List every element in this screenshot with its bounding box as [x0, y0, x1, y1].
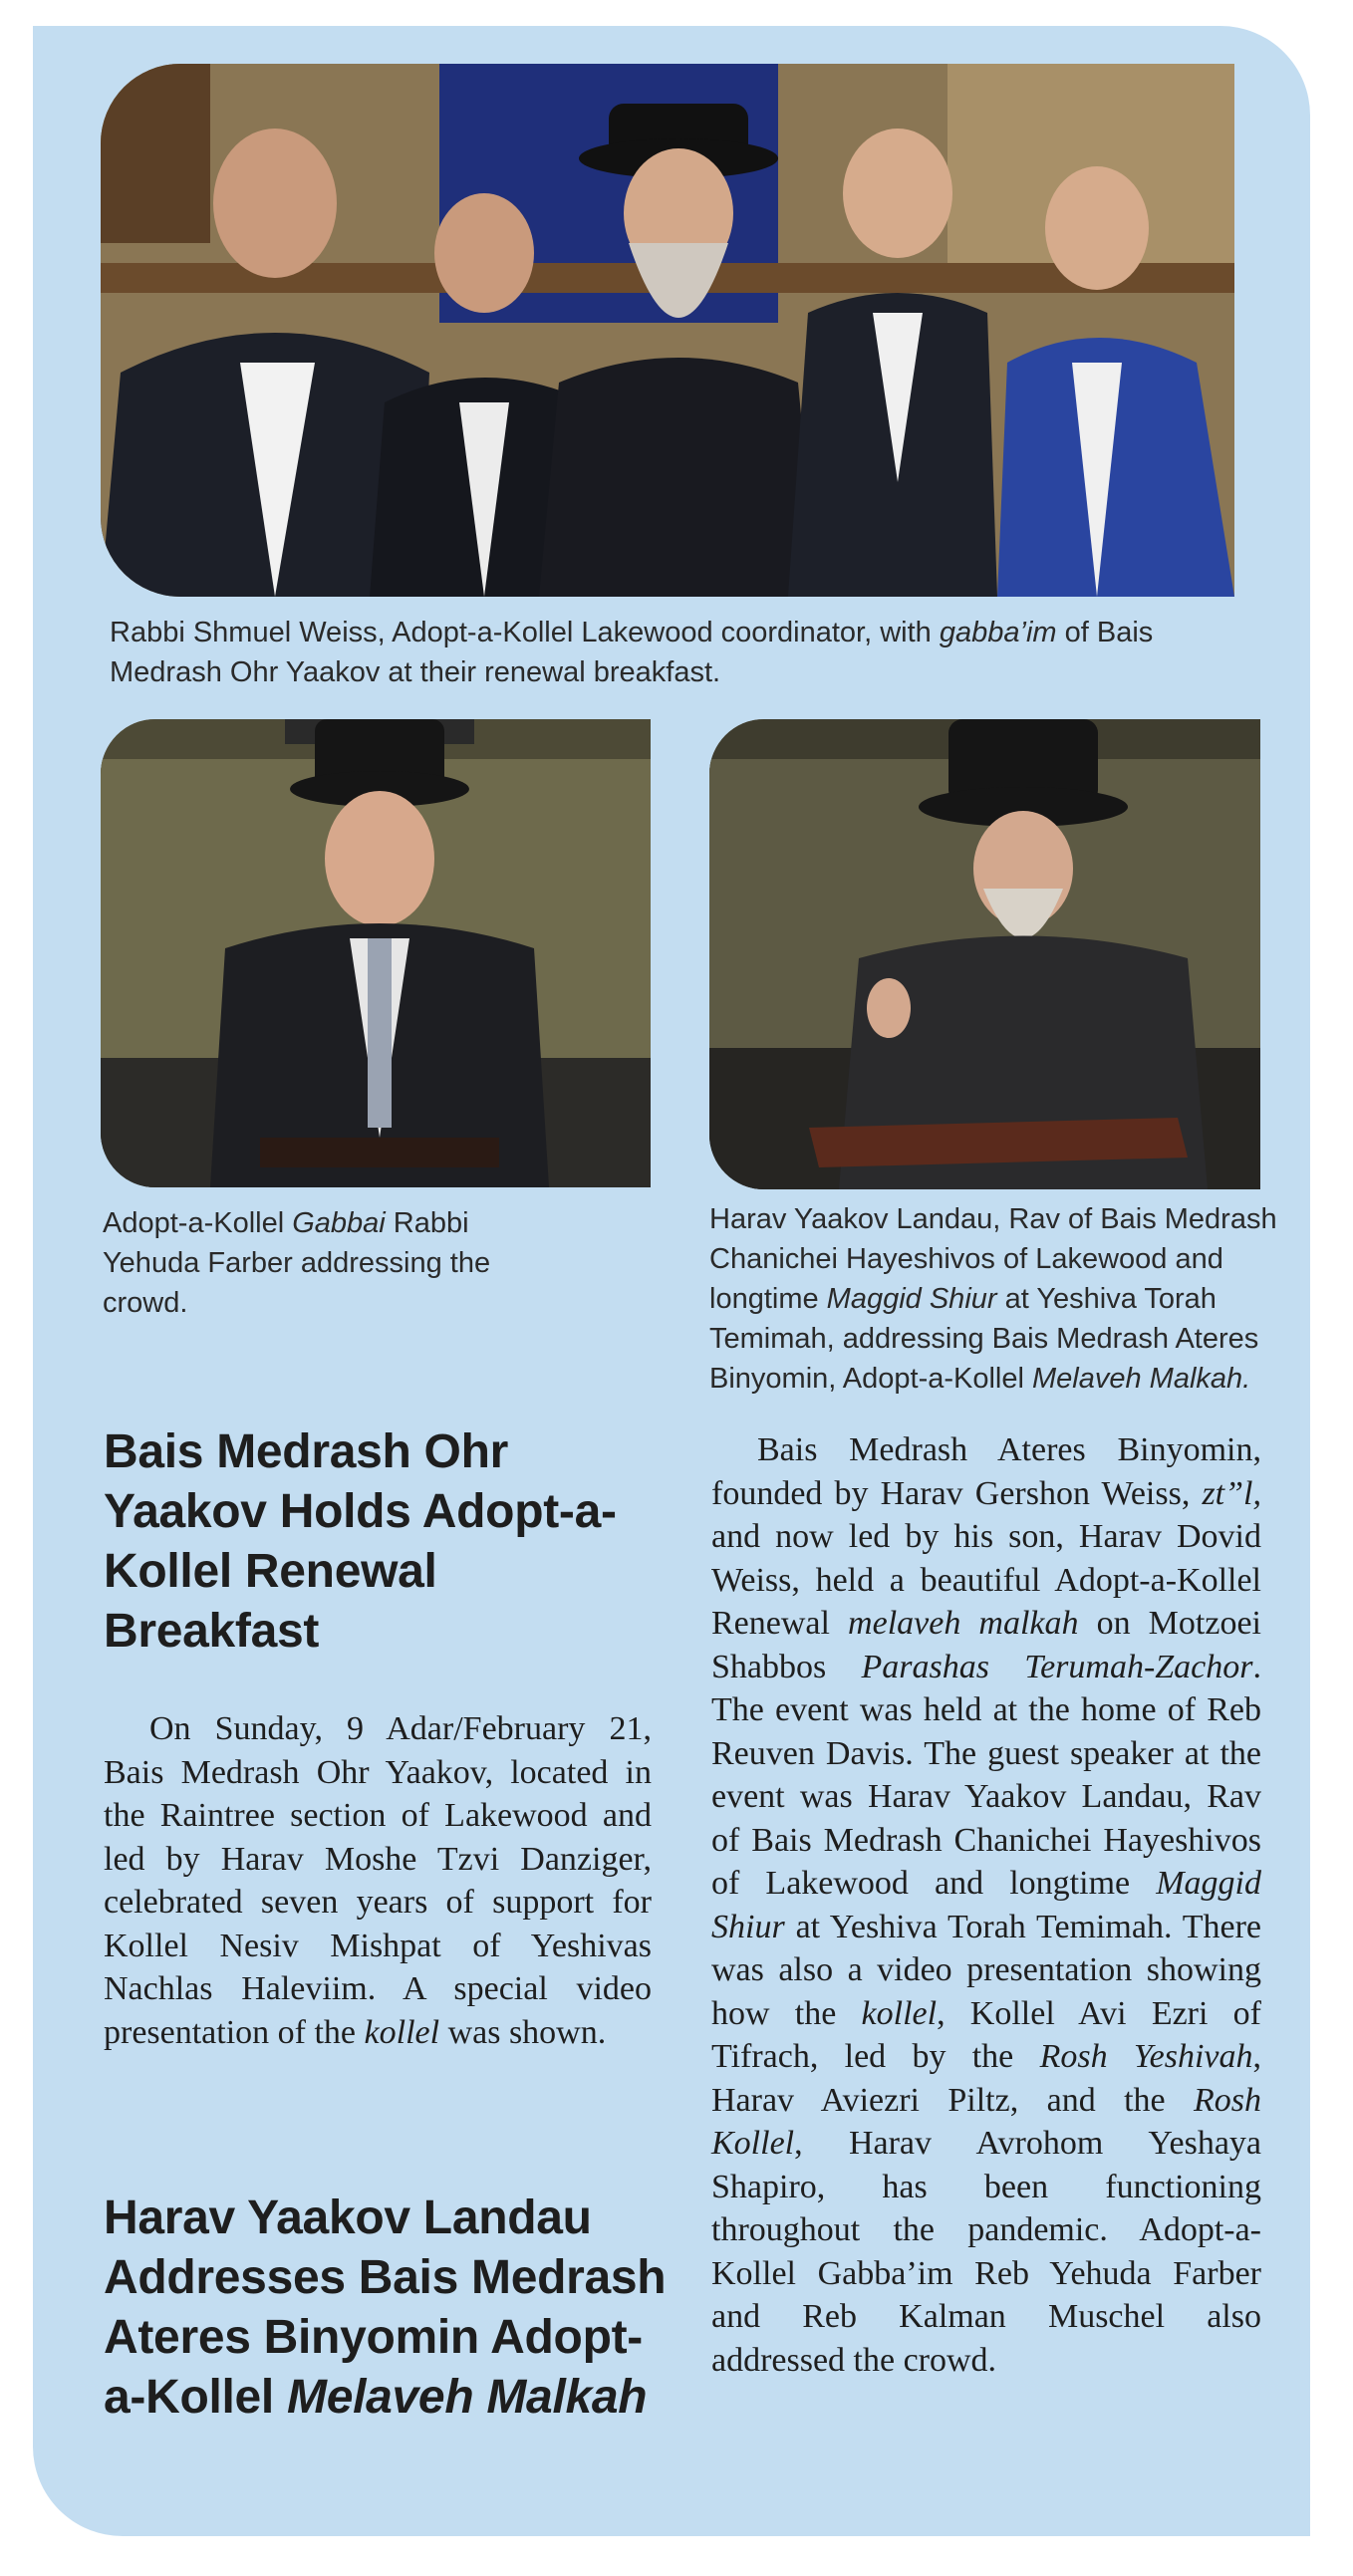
caption-text: Adopt-a-Kollel [103, 1207, 293, 1239]
headline-italic: Melaveh Malkah [287, 2371, 648, 2424]
article-body [104, 1707, 652, 2054]
body-italic: Maggid Shiur [711, 1865, 1261, 1945]
body-italic: Rosh Yeshivah [1039, 2038, 1253, 2075]
body-text: On Sunday, 9 Adar/February 21, Bais Medrash Ohr Yaakov, located in the Raintree section of Lakewood and led by Harav Moshe Tzvi Danziger, celebrated seven years of support for Kollel Nesiv Mishpat of Yeshivas Nachlas Haleviim. A special video presentation of the [104, 1710, 652, 2051]
caption-italic: gabba’im [939, 617, 1057, 648]
caption-text: Rabbi Shmuel Weiss, Adopt-a-Kollel Lakewood coordinator, with [110, 617, 940, 648]
caption-text: of Bais Medrash Ohr Yaakov at their renewal breakfast. [110, 617, 1154, 688]
body-italic: zt”l, [1202, 1474, 1261, 1512]
right-speaker-photo [709, 719, 1260, 1189]
left-photo-caption [103, 1203, 521, 1323]
group-photo-image [101, 64, 1234, 597]
caption-text: Harav Yaakov Landau, Rav of Bais Medrash Chanichei Hayeshivos of Lakewood and longtime [709, 1203, 1277, 1315]
caption-italic: Melaveh Malkah. [1032, 1363, 1251, 1395]
caption-italic: Gabbai [292, 1207, 386, 1239]
caption-text: Rabbi Yehuda Farber addressing the crowd. [103, 1207, 491, 1319]
top-photo-caption [110, 613, 1245, 692]
body-text: . The event was held at the home of Reb Reuven Davis. The guest speaker at the event was Harav Yaakov Landau, Rav of Bais Medrash Chanichei Hayeshivos of Lakewood and longtime [711, 1648, 1262, 1902]
group-photo [101, 64, 1234, 597]
body-text: Bais Medrash Ateres Binyomin, founded by Harav Gershon Weiss, [711, 1431, 1261, 1512]
caption-text: at Yeshiva Torah Temimah, addressing Bais Medrash Ateres Binyomin, Adopt-a-Kollel [709, 1283, 1259, 1395]
body-text: , Harav Aviezri Piltz, and the [711, 2038, 1261, 2119]
body-text: , Harav Avrohom Yeshaya Shapiro, has been functioning throughout the pandemic. Adopt-a-Kollel Gabba’im Reb Yehuda Farber and Reb Kalman Muschel also addressed the crowd. [711, 2125, 1261, 2379]
left-speaker-photo [101, 719, 651, 1187]
speaker-photo-image [101, 719, 651, 1187]
body-text: and now led by his son, Harav Dovid Weiss, held a beautiful Adopt-a-Kollel Renewal [711, 1518, 1261, 1642]
body-text: , Kollel Avi Ezri of Tifrach, led by the [711, 1994, 1261, 2075]
body-italic: kollel [364, 2013, 440, 2051]
right-photo-caption [709, 1199, 1307, 1399]
body-text: was shown. [439, 2013, 607, 2051]
headline-text: Harav Yaakov Landau Addresses Bais Medrash Ateres Binyomin Adopt-a-Kollel [104, 2191, 667, 2424]
article-body [711, 1428, 1261, 2382]
body-italic: Parashas Terumah-Zachor [861, 1648, 1253, 1685]
speaker-photo-image [709, 719, 1260, 1189]
body-italic: Rosh Kollel [711, 2081, 1261, 2162]
article-headline: Bais Medrash Ohr Yaakov Holds Adopt-a-Kollel Renewal Breakfast [104, 1425, 617, 1658]
caption-italic: Maggid Shiur [826, 1283, 997, 1315]
article-headline [104, 2189, 681, 2428]
body-text: on Motzoei Shabbos [711, 1605, 1261, 1685]
body-text: at Yeshiva Torah Temimah. There was also a video presentation showing how the [711, 1908, 1261, 2032]
body-italic: kollel [861, 1994, 938, 2032]
body-italic: melaveh malkah [848, 1605, 1079, 1642]
